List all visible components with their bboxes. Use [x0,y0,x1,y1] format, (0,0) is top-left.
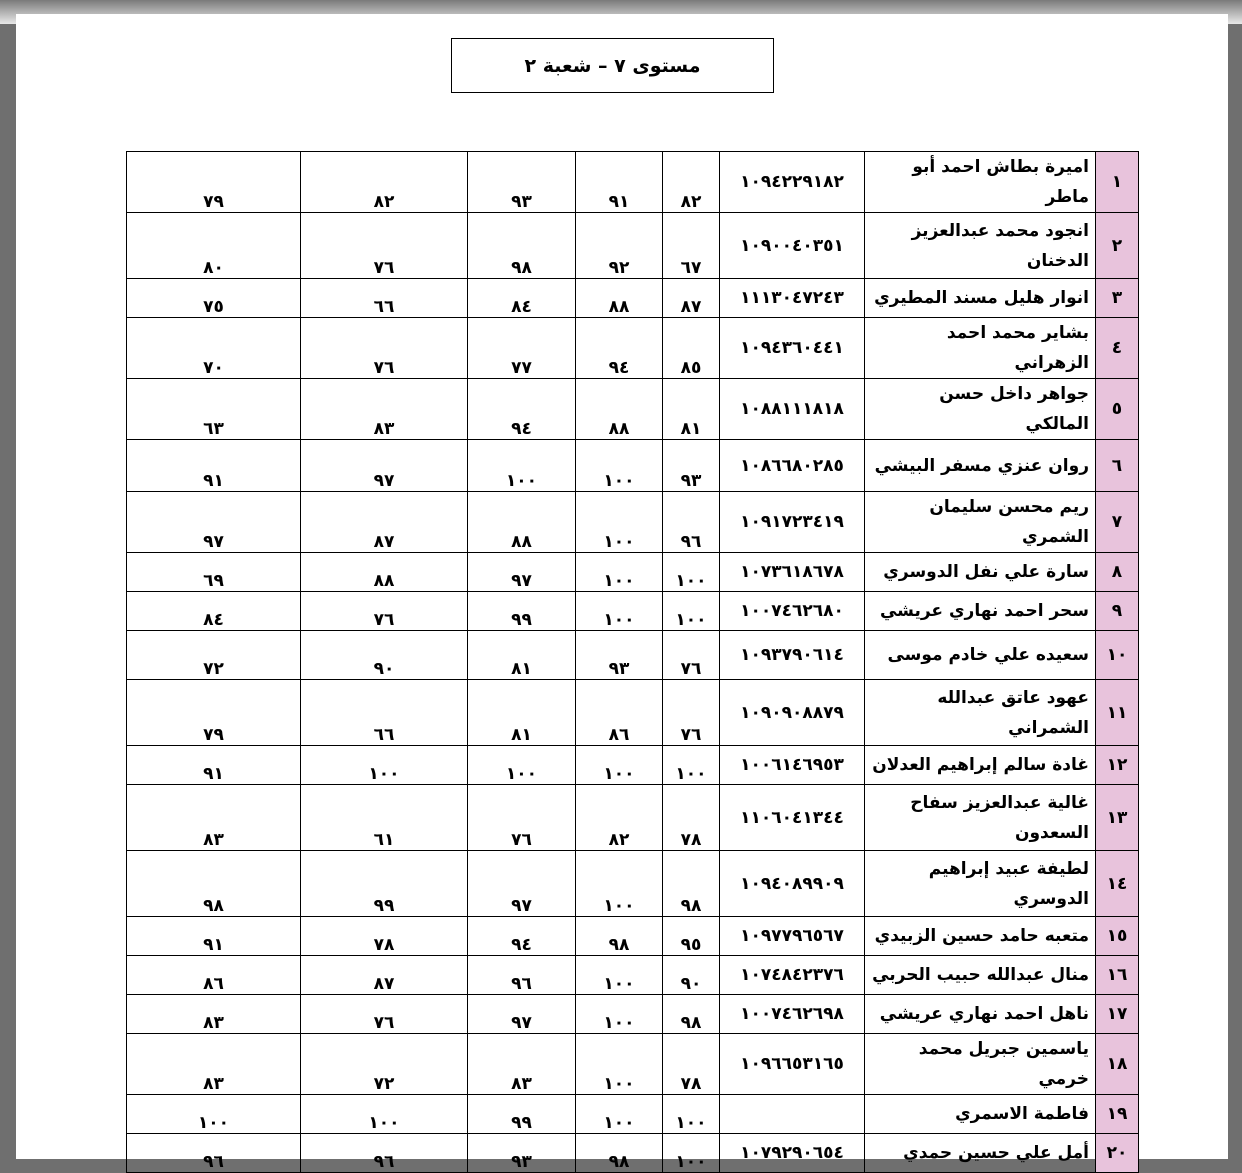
score-4: ٧٨ [301,917,468,956]
score-5: ٩٨ [127,851,301,917]
score-2: ١٠٠ [576,995,663,1034]
score-2: ١٠٠ [576,851,663,917]
student-name: غالية عبدالعزيز سفاح السعدون [865,785,1096,851]
score-2: ١٠٠ [576,592,663,631]
score-1: ٩٨ [663,851,720,917]
table-row [127,440,1139,492]
score-4: ٩٧ [301,440,468,492]
score-2: ٨٨ [576,279,663,318]
row-number: ١٠ [1096,631,1139,680]
table-row [127,379,1139,440]
score-5: ٩١ [127,746,301,785]
student-id [720,1095,865,1134]
row-number: ٧ [1096,492,1139,553]
table-row [127,1134,1139,1173]
student-name: فاطمة الاسمري [865,1095,1096,1134]
score-2: ٩٣ [576,631,663,680]
student-id: ١٠٠٧٤٦٢٦٩٨ [720,995,865,1034]
table-row [127,631,1139,680]
score-4: ٦٦ [301,680,468,746]
student-id: ١٠٩١٧٢٣٤١٩ [720,492,865,553]
score-2: ٩٢ [576,213,663,279]
table-row [127,592,1139,631]
score-4: ٦٦ [301,279,468,318]
table-row [127,318,1139,379]
score-4: ٧٦ [301,213,468,279]
score-4: ٨٢ [301,152,468,213]
score-5: ٨٣ [127,995,301,1034]
score-1: ٧٦ [663,680,720,746]
score-2: ١٠٠ [576,746,663,785]
student-id: ١٠٠٦١٤٦٩٥٣ [720,746,865,785]
table-row [127,1034,1139,1095]
score-4: ٨٨ [301,553,468,592]
grades-table-body [127,152,1139,1173]
score-4: ١٠٠ [301,1095,468,1134]
row-number: ١٦ [1096,956,1139,995]
score-3: ٨١ [468,680,576,746]
row-number: ١٨ [1096,1034,1139,1095]
table-row [127,746,1139,785]
score-1: ٩٨ [663,995,720,1034]
student-name: سحر احمد نهاري عريشي [865,592,1096,631]
row-number: ١٩ [1096,1095,1139,1134]
score-3: ١٠٠ [468,746,576,785]
student-name: روان عنزي مسفر البيشي [865,440,1096,492]
student-name: سعيده علي خادم موسى [865,631,1096,680]
student-name: عهود عاتق عبدالله الشمراني [865,680,1096,746]
score-5: ٩١ [127,440,301,492]
score-5: ١٠٠ [127,1095,301,1134]
document-page [16,14,1228,1172]
score-5: ٨٠ [127,213,301,279]
score-3: ٨٤ [468,279,576,318]
student-id: ١٠٩٠٠٤٠٣٥١ [720,213,865,279]
score-3: ٩٣ [468,1134,576,1173]
score-3: ٨٨ [468,492,576,553]
score-3: ٩٨ [468,213,576,279]
student-id: ١٠٩٧٧٩٦٥٦٧ [720,917,865,956]
student-name: ريم محسن سليمان الشمري [865,492,1096,553]
row-number: ٤ [1096,318,1139,379]
score-4: ٧٦ [301,592,468,631]
score-2: ١٠٠ [576,553,663,592]
score-4: ٨٧ [301,956,468,995]
score-5: ٨٤ [127,592,301,631]
student-id: ١٠٧٤٨٤٢٣٧٦ [720,956,865,995]
table-row [127,917,1139,956]
score-5: ٩٦ [127,1134,301,1173]
grades-table [126,151,1139,1173]
student-id: ١٠٨٦٦٨٠٢٨٥ [720,440,865,492]
table-row [127,680,1139,746]
student-id: ١٠٩٦٦٥٣١٦٥ [720,1034,865,1095]
score-1: ٧٦ [663,631,720,680]
student-name: جواهر داخل حسن المالكي [865,379,1096,440]
score-3: ٧٧ [468,318,576,379]
score-1: ٦٧ [663,213,720,279]
score-2: ٩٤ [576,318,663,379]
score-3: ٩٣ [468,152,576,213]
table-row [127,956,1139,995]
student-name: أمل علي حسين حمدي [865,1134,1096,1173]
score-3: ٩٩ [468,592,576,631]
score-4: ٨٧ [301,492,468,553]
row-number: ٣ [1096,279,1139,318]
row-number: ٢ [1096,213,1139,279]
row-number: ١٤ [1096,851,1139,917]
score-4: ٩٠ [301,631,468,680]
score-1: ٧٨ [663,785,720,851]
score-3: ٩٩ [468,1095,576,1134]
score-2: ٩٨ [576,917,663,956]
student-id: ١٠٩٠٩٠٨٨٧٩ [720,680,865,746]
student-name: منال عبدالله حبيب الحربي [865,956,1096,995]
score-2: ١٠٠ [576,492,663,553]
student-name: اميرة بطاش احمد أبو ماطر [865,152,1096,213]
score-3: ٨١ [468,631,576,680]
score-1: ٩٦ [663,492,720,553]
page-title: مستوى ٧ – شعبة ٢ [451,38,774,93]
row-number: ٥ [1096,379,1139,440]
score-3: ٨٣ [468,1034,576,1095]
score-5: ٧٥ [127,279,301,318]
score-1: ١٠٠ [663,1134,720,1173]
score-5: ٧٩ [127,152,301,213]
score-4: ٨٣ [301,379,468,440]
score-1: ١٠٠ [663,592,720,631]
table-row [127,213,1139,279]
table-row [127,279,1139,318]
table-row [127,1095,1139,1134]
score-4: ٧٦ [301,318,468,379]
score-5: ٨٣ [127,1034,301,1095]
score-4: ٩٦ [301,1134,468,1173]
score-1: ٨٧ [663,279,720,318]
score-5: ٨٣ [127,785,301,851]
student-id: ١٠٠٧٤٦٢٦٨٠ [720,592,865,631]
row-number: ٩ [1096,592,1139,631]
row-number: ١١ [1096,680,1139,746]
row-number: ٨ [1096,553,1139,592]
student-name: انجود محمد عبدالعزيز الدخنان [865,213,1096,279]
score-2: ١٠٠ [576,440,663,492]
student-name: بشاير محمد احمد الزهراني [865,318,1096,379]
score-1: ٨١ [663,379,720,440]
student-name: انوار هليل مسند المطيري [865,279,1096,318]
score-3: ١٠٠ [468,440,576,492]
student-id: ١٠٧٣٦١٨٦٧٨ [720,553,865,592]
score-5: ٩١ [127,917,301,956]
table-row [127,995,1139,1034]
score-2: ٨٦ [576,680,663,746]
score-1: ٩٥ [663,917,720,956]
row-number: ١٣ [1096,785,1139,851]
student-name: ياسمين جبريل محمد خرمي [865,1034,1096,1095]
row-number: ٢٠ [1096,1134,1139,1173]
student-name: لطيفة عبيد إبراهيم الدوسري [865,851,1096,917]
student-id: ١٠٩٤٣٦٠٤٤١ [720,318,865,379]
score-2: ٩٨ [576,1134,663,1173]
row-number: ١٥ [1096,917,1139,956]
score-3: ٩٤ [468,917,576,956]
score-4: ٩٩ [301,851,468,917]
score-3: ٧٦ [468,785,576,851]
score-3: ٩٦ [468,956,576,995]
row-number: ١٧ [1096,995,1139,1034]
score-2: ١٠٠ [576,1095,663,1134]
table-row [127,851,1139,917]
student-id: ١١٠٦٠٤١٣٤٤ [720,785,865,851]
score-4: ٧٢ [301,1034,468,1095]
student-name: سارة علي نفل الدوسري [865,553,1096,592]
score-5: ٧٢ [127,631,301,680]
student-id: ١٠٩٤٠٨٩٩٠٩ [720,851,865,917]
score-3: ٩٧ [468,995,576,1034]
score-2: ٨٨ [576,379,663,440]
score-2: ٩١ [576,152,663,213]
score-5: ٩٧ [127,492,301,553]
score-4: ٧٦ [301,995,468,1034]
student-name: متعبه حامد حسين الزبيدي [865,917,1096,956]
score-3: ٩٧ [468,851,576,917]
score-5: ٦٣ [127,379,301,440]
score-2: ١٠٠ [576,1034,663,1095]
score-1: ٨٥ [663,318,720,379]
table-row [127,152,1139,213]
score-4: ٦١ [301,785,468,851]
score-1: ١٠٠ [663,1095,720,1134]
row-number: ٦ [1096,440,1139,492]
score-4: ١٠٠ [301,746,468,785]
score-3: ٩٧ [468,553,576,592]
student-id: ١٠٧٩٢٩٠٦٥٤ [720,1134,865,1173]
student-id: ١٠٨٨١١١٨١٨ [720,379,865,440]
score-1: ١٠٠ [663,746,720,785]
student-name: ناهل احمد نهاري عريشي [865,995,1096,1034]
score-1: ٧٨ [663,1034,720,1095]
score-1: ٩٠ [663,956,720,995]
row-number: ١٢ [1096,746,1139,785]
score-5: ٧٠ [127,318,301,379]
student-id: ١٠٩٣٧٩٠٦١٤ [720,631,865,680]
student-name: غادة سالم إبراهيم العدلان [865,746,1096,785]
score-5: ٦٩ [127,553,301,592]
score-2: ٨٢ [576,785,663,851]
score-2: ١٠٠ [576,956,663,995]
score-3: ٩٤ [468,379,576,440]
student-id: ١١١٣٠٤٧٢٤٣ [720,279,865,318]
score-1: ١٠٠ [663,553,720,592]
score-1: ٩٣ [663,440,720,492]
score-5: ٨٦ [127,956,301,995]
table-row [127,785,1139,851]
table-row [127,492,1139,553]
row-number: ١ [1096,152,1139,213]
score-1: ٨٢ [663,152,720,213]
table-row [127,553,1139,592]
student-id: ١٠٩٤٢٢٩١٨٢ [720,152,865,213]
score-5: ٧٩ [127,680,301,746]
